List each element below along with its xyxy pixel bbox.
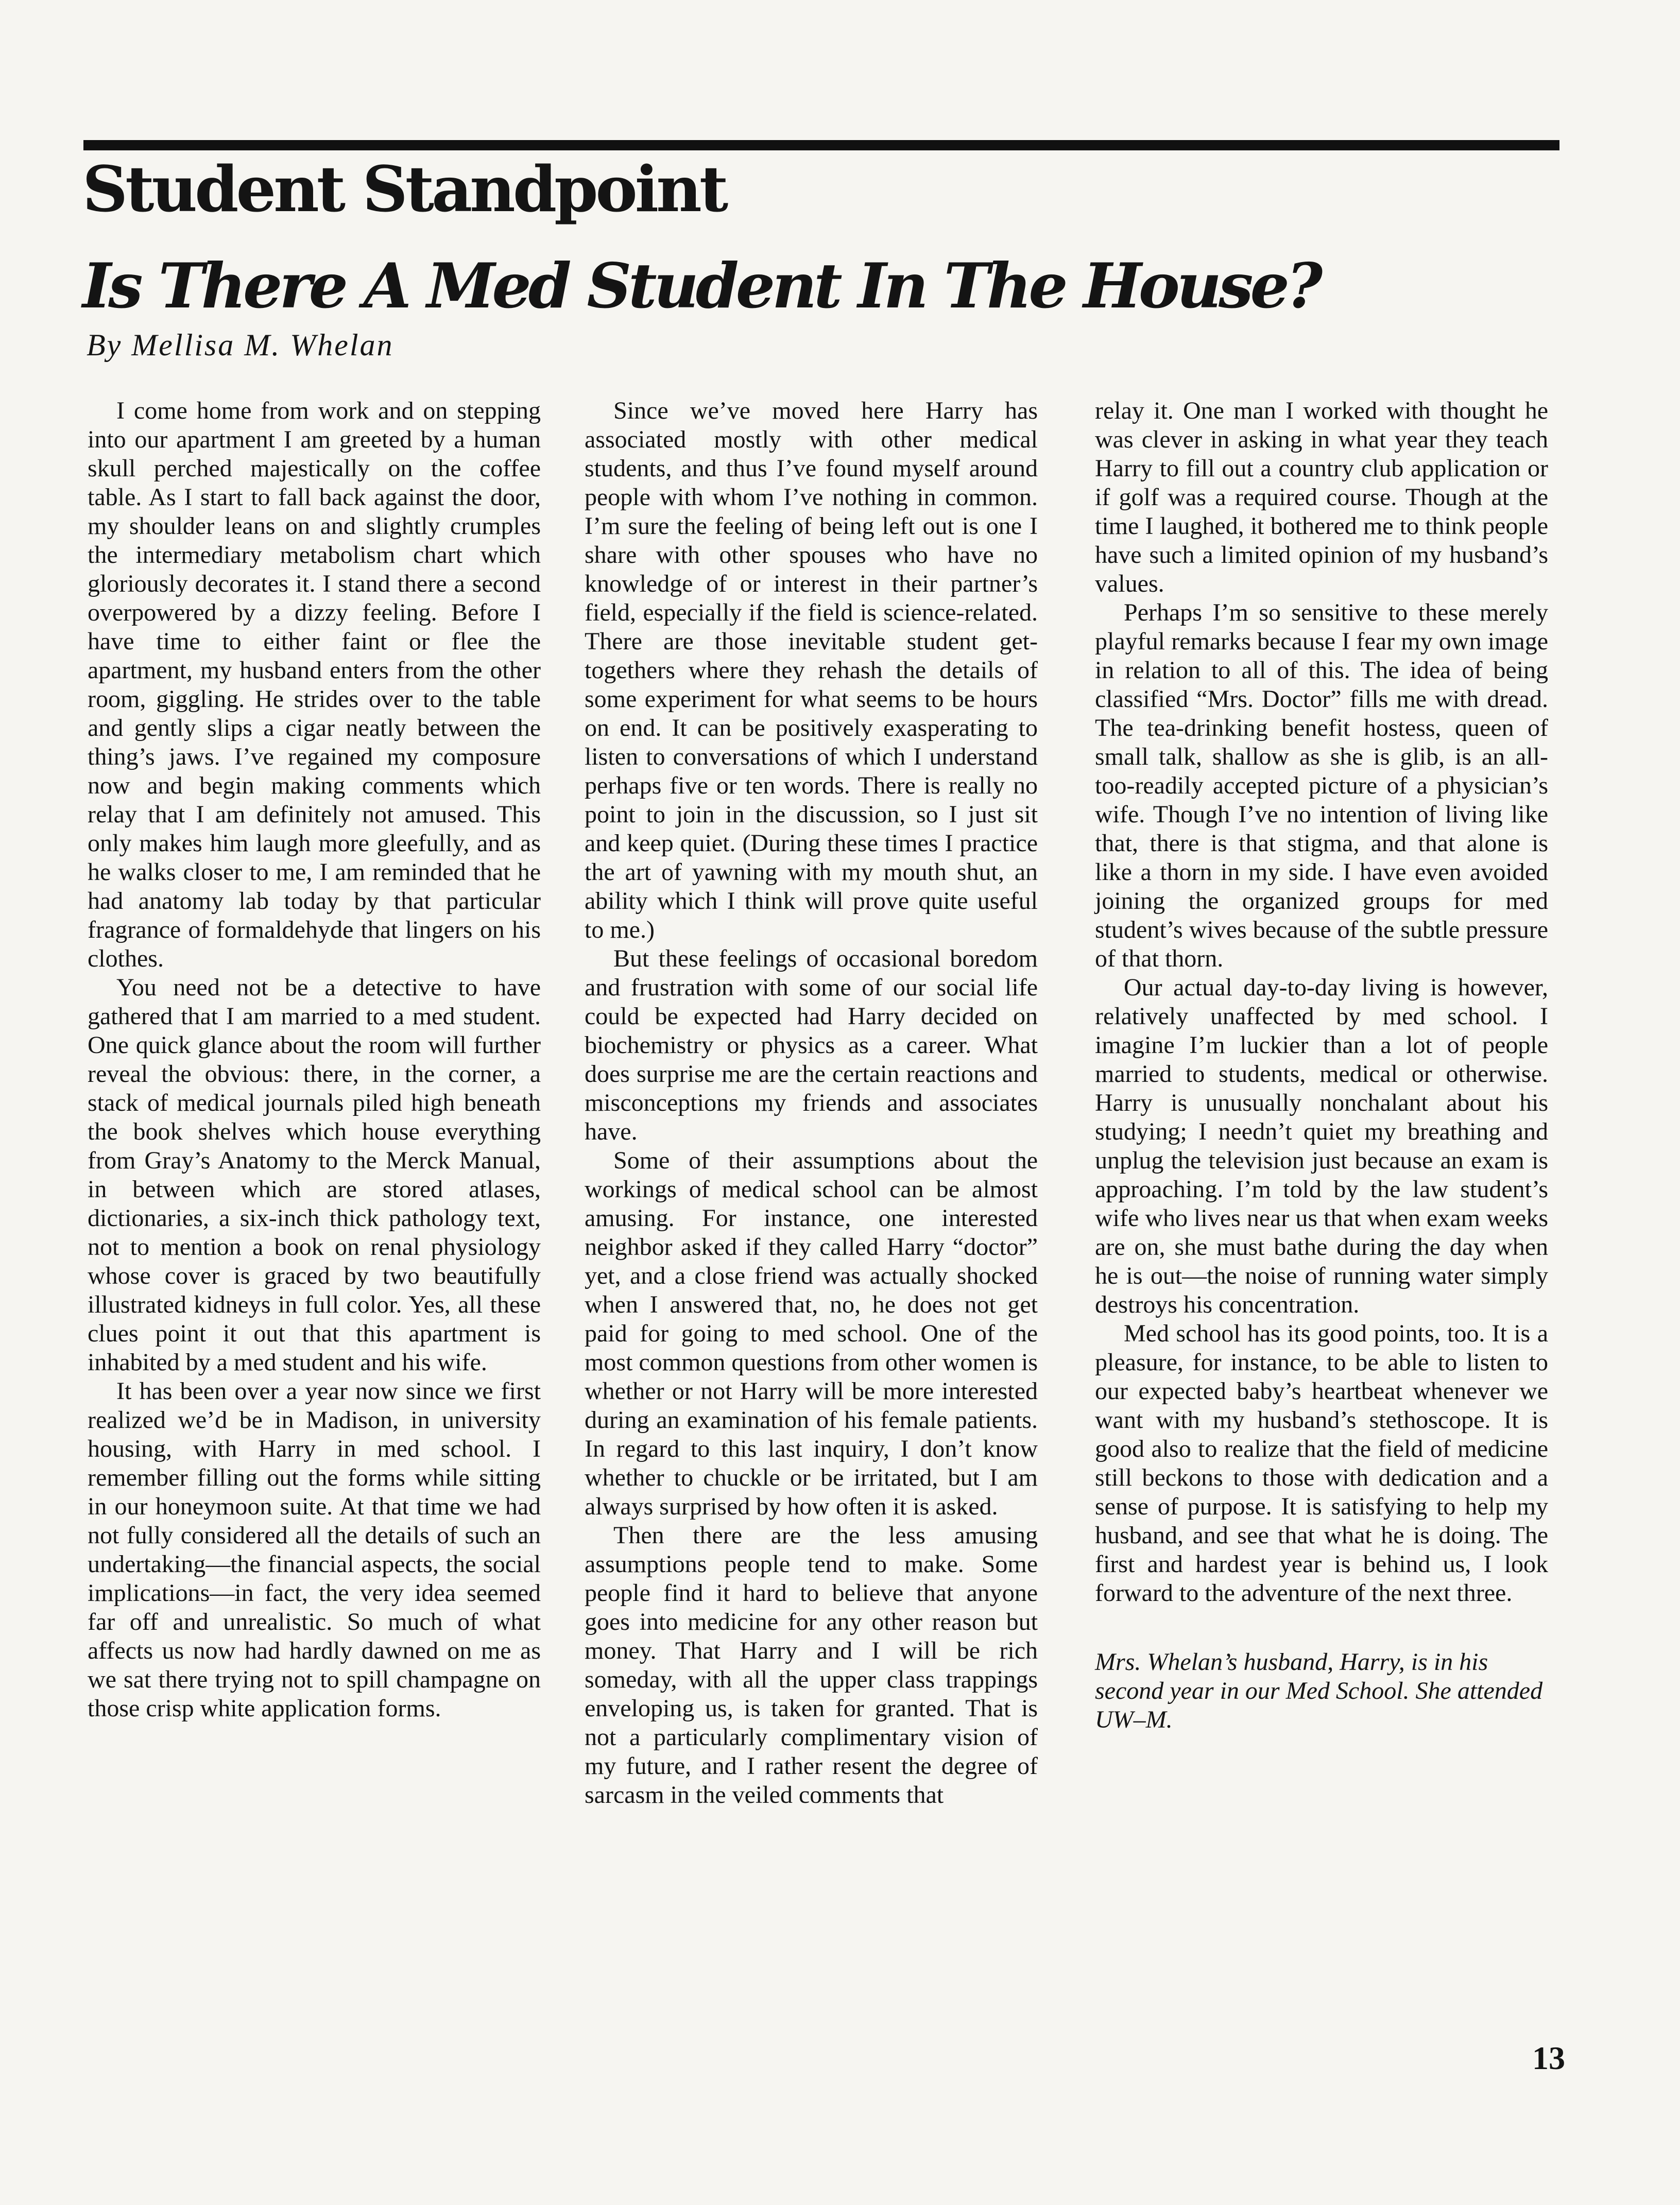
article-column-1 <box>88 397 541 1723</box>
article-headline: Is There A Med Student In The House? <box>82 250 1320 322</box>
paragraph: Then there are the less amusing assumptions people tend to make. Some people find it hard to believe that anyone goes into medicine for any other reason but money. That Harry and I will be rich someday, with all the upper class trappings enveloping us, is taken for granted. That is not a particularly complimentary vision of my future, and I rather resent the degree of sarcasm in the veiled comments that <box>585 1522 1038 1808</box>
paragraph: But these feelings of occasional boredom and frustration with some of our social life could be expected had Harry decided on biochemistry or physics as a career. What does surprise me are the certain reactions and misconceptions my friends and associates have. <box>585 945 1038 1145</box>
paragraph: Med school has its good points, too. It is a pleasure, for instance, to be able to listen to our expected baby’s heartbeat whenever we want with my husband’s stethoscope. It is good also to realize that the field of medicine still beckons to those with dedication and a sense of purpose. It is satisfying to help my husband, and see that what he is doing. The first and hardest year is behind us, I look forward to the adventure of the next three. <box>1095 1320 1548 1607</box>
paragraph: It has been over a year now since we first realized we’d be in Madison, in university housing, with Harry in med school. I remember filling out the forms while sitting in our honeymoon suite. At that time we had not fully considered all the details of such an undertaking—the financial aspects, the social implications—in fact, the very idea seemed far off and unrealistic. So much of what affects us now had hardly dawned on me as we sat there trying not to spill champagne on those crisp white application forms. <box>88 1377 541 1722</box>
paragraph: You need not be a detective to have gathered that I am married to a med student. One quick glance about the room will further reveal the obvious: there, in the corner, a stack of medical journals piled high beneath the book shelves which house everything from Gray’s Anatomy to the Merck Manual, in between which are stored atlases, dictionaries, a six-inch thick pathology text, not to mention a book on renal physiology whose cover is graced by two beautifully illustrated kidneys in full color. Yes, all these clues point it out that this apartment is inhabited by a med student and his wife. <box>88 974 541 1376</box>
paragraph: Since we’ve moved here Harry has associated mostly with other medical students, and thus I’ve found myself around people with whom I’ve nothing in common. I’m sure the feeling of being left out is one I share with other spouses who have no knowledge of or interest in their partner’s field, especially if the field is science-related. There are those inevitable student get-togethers where they rehash the details of some experiment for what seems to be hours on end. It can be positively exasperating to listen to conversations of which I understand perhaps five or ten words. There is really no point to join in the discussion, so I just sit and keep quiet. (During these times I practice the art of yawning with my mouth shut, an ability which I think will prove quite useful to me.) <box>585 397 1038 943</box>
header-rule <box>83 140 1559 150</box>
author-note: Mrs. Whelan’s husband, Harry, is in his second year in our Med School. She attended UW–M. <box>1095 1648 1543 1733</box>
page-number: 13 <box>1532 2040 1565 2076</box>
section-title: Student Standpoint <box>82 152 726 226</box>
article-column-2 <box>585 397 1038 1810</box>
article-column-3 <box>1095 397 1548 1734</box>
paragraph-continuation: relay it. One man I worked with thought he was clever in asking in what year they teach Harry to fill out a country club application or if golf was a required course. Though at the time I laughed, it bothered me to think people have such a limited opinion of my husband’s values. <box>1095 397 1548 597</box>
paragraph: I come home from work and on stepping into our apartment I am greeted by a human skull perched majestically on the coffee table. As I start to fall back against the door, my shoulder leans on and slightly crumples the intermediary metabolism chart which gloriously decorates it. I stand there a second overpowered by a dizzy feeling. Before I have time to either faint or flee the apartment, my husband enters from the other room, giggling. He strides over to the table and gently slips a cigar neatly between the thing’s jaws. I’ve regained my composure now and begin making comments which relay that I am definitely not amused. This only makes him laugh more gleefully, and as he walks closer to me, I am reminded that he had anatomy lab today by that particular fragrance of formaldehyde that lingers on his clothes. <box>88 397 541 972</box>
byline: By Mellisa M. Whelan <box>87 328 394 362</box>
paragraph: Some of their assumptions about the workings of medical school can be almost amusing. For instance, one interested neighbor asked if they called Harry “doctor” yet, and a close friend was actually shocked when I answered that, no, he does not get paid for going to med school. One of the most common questions from other women is whether or not Harry will be more interested during an examination of his female patients. In regard to this last inquiry, I don’t know whether to chuckle or be irritated, but I am always surprised by how often it is asked. <box>585 1147 1038 1520</box>
paragraph: Perhaps I’m so sensitive to these merely playful remarks because I fear my own image in relation to all of this. The idea of being classified “Mrs. Doctor” fills me with dread. The tea-drinking benefit hostess, queen of small talk, shallow as she is glib, is an all-too-readily accepted picture of a physician’s wife. Though I’ve no intention of living like that, there is that stigma, and that alone is like a thorn in my side. I have even avoided joining the organized groups for med student’s wives because of the subtle pressure of that thorn. <box>1095 599 1548 972</box>
paragraph: Our actual day-to-day living is however, relatively unaffected by med school. I imagine I’m luckier than a lot of people married to students, medical or otherwise. Harry is unusually nonchalant about his studying; I needn’t quiet my breathing and unplug the television just because an exam is approaching. I’m told by the law student’s wife who lives near us that when exam weeks are on, she must bathe during the day when he is out—the noise of running water simply destroys his concentration. <box>1095 974 1548 1318</box>
